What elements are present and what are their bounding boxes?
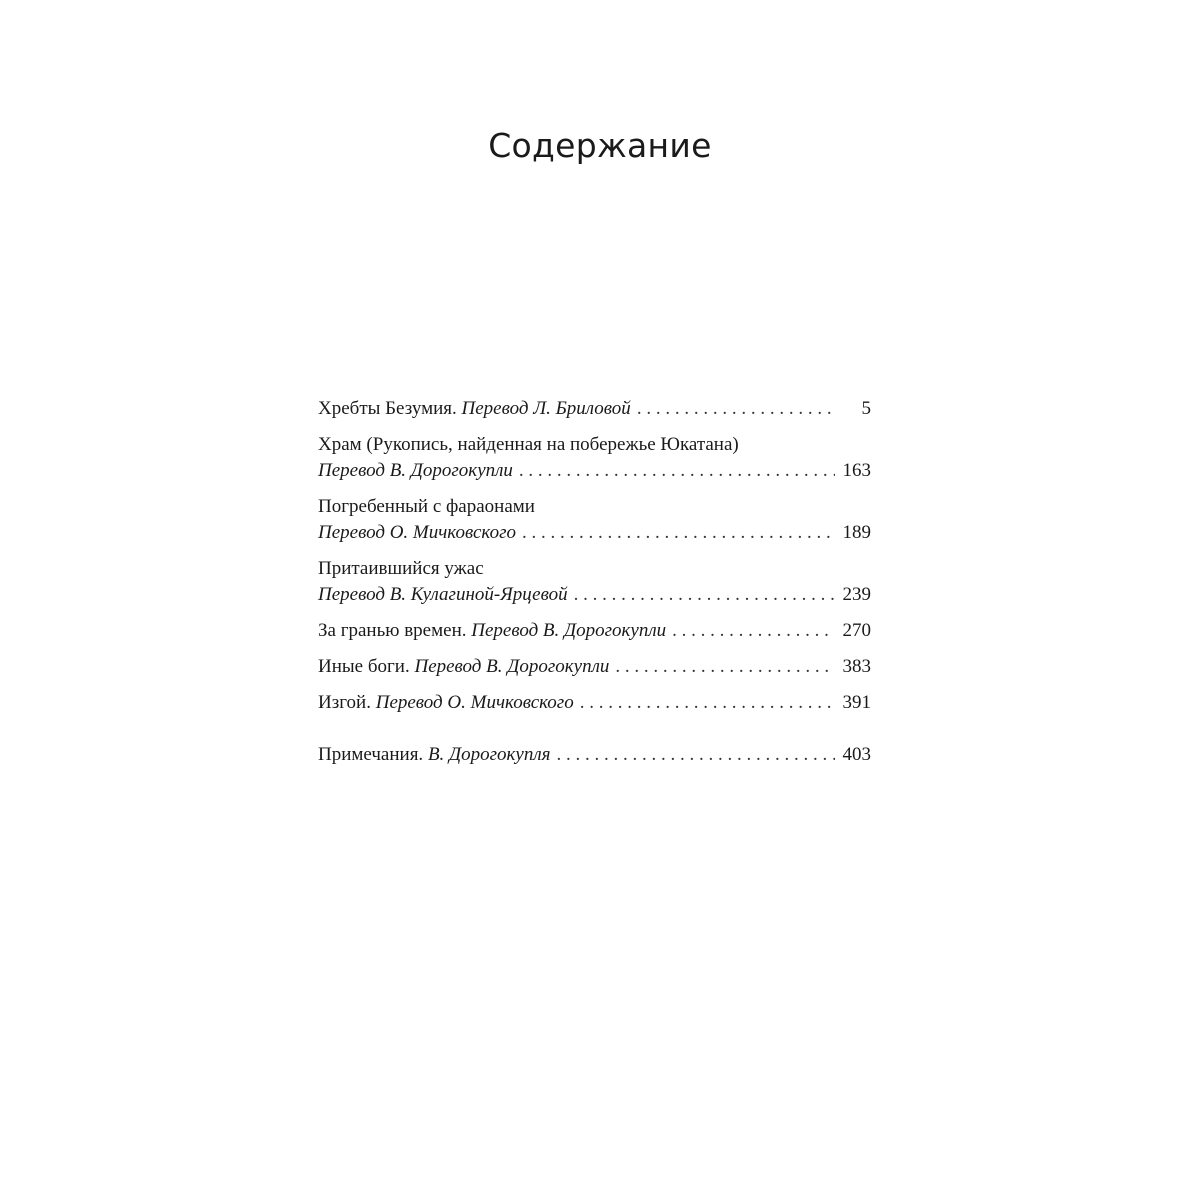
- toc-entry-title: Изгой.: [318, 692, 371, 713]
- toc-entry-text: [318, 654, 609, 680]
- toc-entry-translator: Перевод В. Дорогокупли: [318, 460, 513, 481]
- toc-row: [318, 742, 871, 768]
- toc-row: [318, 690, 871, 716]
- toc-entry-text: [318, 396, 631, 422]
- toc-entry-page: 383: [842, 656, 871, 677]
- toc-entry-page: 163: [842, 460, 871, 481]
- toc-entry-page: 239: [842, 584, 871, 605]
- toc-notes-page: 403: [842, 744, 871, 765]
- page-title: Содержание: [488, 126, 712, 165]
- toc-entry-translator: Перевод Л. Бриловой: [461, 398, 631, 419]
- toc-entry-translator: Перевод О. Мичковского: [375, 692, 574, 713]
- toc-entry[interactable]: [318, 690, 871, 716]
- toc-entry[interactable]: [318, 396, 871, 422]
- toc-entry-title: Хребты Безумия.: [318, 398, 457, 419]
- toc-notes-title: Примечания.: [318, 744, 424, 765]
- toc-entry-text: [318, 742, 550, 768]
- toc-row: [318, 396, 871, 422]
- toc-entry[interactable]: [318, 618, 871, 644]
- toc-entry[interactable]: [318, 432, 871, 484]
- table-of-contents: [318, 396, 871, 778]
- toc-entry[interactable]: [318, 494, 871, 546]
- toc-entry-page: 270: [842, 620, 871, 641]
- toc-row: [318, 582, 871, 608]
- toc-entry-translator: Перевод В. Дорогокупли: [471, 620, 667, 641]
- dot-leader: [522, 520, 835, 546]
- toc-entry-page: 391: [842, 692, 871, 713]
- toc-row: [318, 520, 871, 546]
- toc-entry-title: Притаившийся ужас: [318, 558, 484, 579]
- dot-leader: [615, 654, 835, 680]
- dot-leader: [574, 582, 835, 608]
- toc-entry-title: Погребенный с фараонами: [318, 496, 535, 517]
- dot-leader: [637, 396, 835, 422]
- dot-leader: [556, 742, 835, 768]
- toc-entry-translator: Перевод В. Дорогокупли: [414, 656, 610, 677]
- toc-entry-page: 5: [861, 398, 871, 419]
- dot-leader: [519, 458, 835, 484]
- toc-entry-notes[interactable]: [318, 742, 871, 768]
- dot-leader: [672, 618, 835, 644]
- toc-row: [318, 654, 871, 680]
- toc-row: [318, 618, 871, 644]
- toc-entry-text: [318, 690, 574, 716]
- toc-entry-title: Иные боги.: [318, 656, 410, 677]
- toc-entry-page: 189: [842, 522, 871, 543]
- toc-entry-translator: Перевод О. Мичковского: [318, 522, 516, 543]
- toc-entry-title: За гранью времен.: [318, 620, 467, 641]
- toc-notes-author: В. Дорогокупля: [427, 744, 551, 765]
- dot-leader: [580, 690, 835, 716]
- toc-row: [318, 458, 871, 484]
- toc-entry-text: [318, 618, 666, 644]
- toc-entry-translator: Перевод В. Кулагиной-Ярцевой: [318, 584, 568, 605]
- toc-entry-title: Храм (Рукопись, найденная на побережье Юкатана): [318, 434, 739, 455]
- toc-entry[interactable]: [318, 654, 871, 680]
- toc-entry[interactable]: [318, 556, 871, 608]
